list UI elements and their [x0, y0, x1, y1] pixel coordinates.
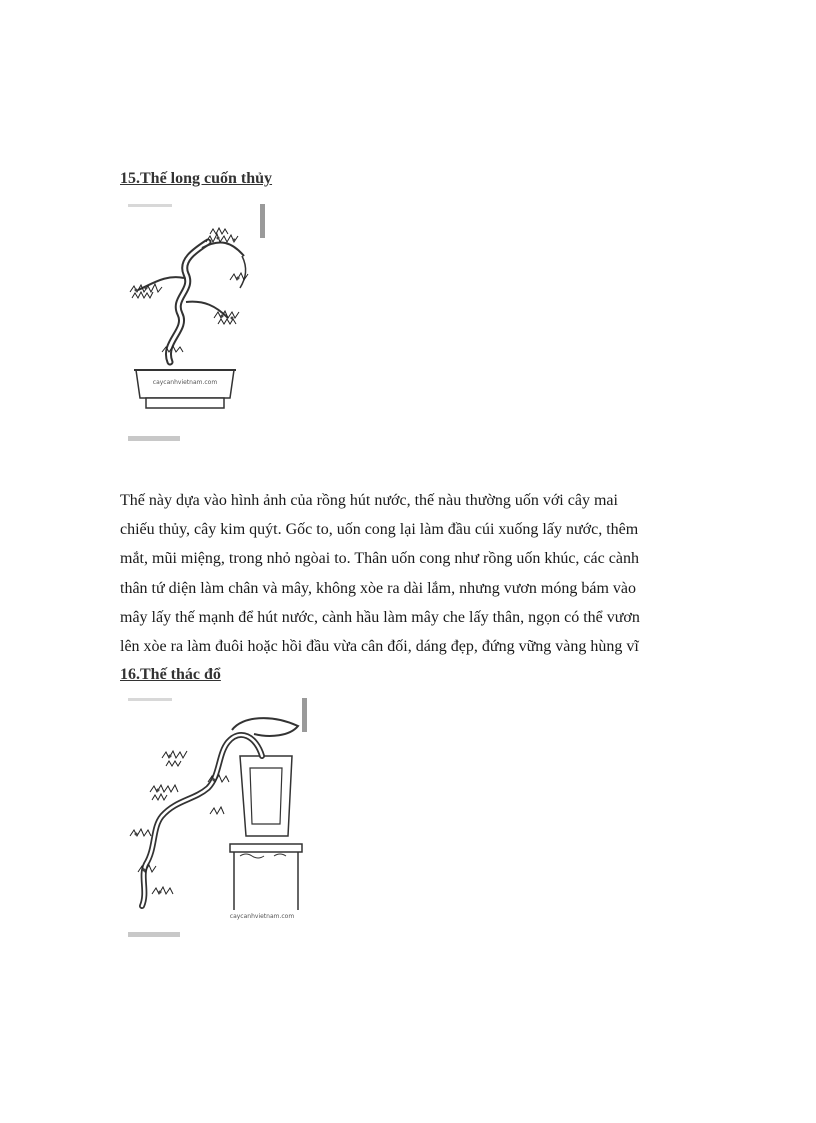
bonsai-illustration-dragon [122, 202, 272, 447]
section-15-paragraph [120, 486, 700, 661]
section-16-heading: 16.Thế thác đổ [120, 666, 221, 683]
watermark-text: caycanhvietnam.com [229, 913, 295, 920]
watermark-text: caycanhvietnam.com [152, 379, 218, 386]
bonsai-illustration-cascade [122, 696, 312, 944]
paragraph-line: thân tứ diện làm chân và mây, không xòe ra dài lắm, nhưng vươn móng bám vào [120, 579, 636, 597]
paragraph-line: lên xòe ra làm đuôi hoặc hồi đầu vừa cân đối, dáng đẹp, đứng vững vàng hùng vĩ [120, 638, 639, 656]
section-15-heading: 15.Thế long cuốn thủy [120, 170, 273, 187]
paragraph-line: mây lấy thế mạnh để hút nước, cành hầu làm mây che lấy thân, ngọn có thể vươn [120, 608, 640, 626]
paragraph-line: Thế này dựa vào hình ảnh của rồng hút nước, thế nàu thường uốn với cây mai [120, 492, 618, 509]
paragraph-line: mắt, mũi miệng, trong nhỏ ngòai to. Thân uốn cong như rồng uốn khúc, các cành [120, 550, 639, 568]
paragraph-line: chiếu thủy, cây kim quýt. Gốc to, uốn cong lại làm đầu cúi xuống lấy nước, thêm [120, 521, 639, 539]
